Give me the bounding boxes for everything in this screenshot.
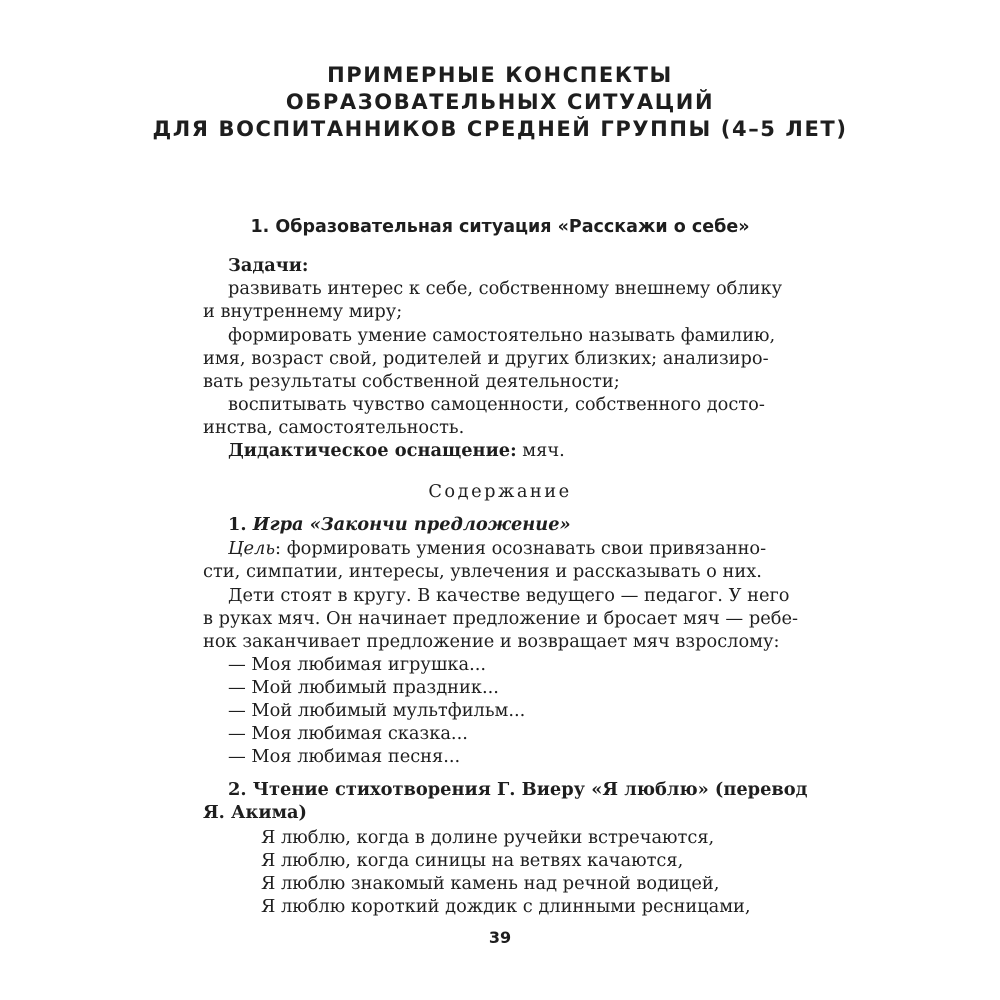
game-name: Игра «Закончи предложение» [252, 514, 571, 535]
reading-title-line: 2. Чтение стихотворения Г. Виеру «Я люблю» (перевод [228, 779, 808, 800]
game-title [228, 513, 571, 537]
chapter-title-line: ПРИМЕРНЫЕ КОНСПЕКТЫ [327, 63, 673, 87]
goal-text: : формировать умения осознавать свои привязанно- [275, 538, 767, 559]
goal-line [228, 537, 766, 561]
poem-line: Я люблю знакомый камень над речной водицей, [261, 873, 720, 894]
poem-line: Я люблю, когда синицы на ветвях качаются, [261, 850, 684, 871]
chapter-title [0, 62, 1000, 143]
task-line: формировать умение самостоятельно называть фамилию, [228, 325, 776, 346]
game-number: 1. [228, 514, 253, 535]
phrase-item: — Мой любимый мультфильм... [228, 700, 526, 721]
equipment-line [228, 439, 565, 463]
tasks-heading: Задачи: [228, 255, 309, 276]
chapter-title-line: ДЛЯ ВОСПИТАННИКОВ СРЕДНЕЙ ГРУППЫ (4–5 ЛЕТ) [152, 117, 848, 141]
task-line: имя, возраст свой, родителей и других близких; анализиро- [203, 348, 769, 369]
poem-line: Я люблю короткий дождик с длинными ресницами, [261, 896, 751, 917]
task-line: воспитывать чувство самоценности, собственного досто- [228, 394, 765, 415]
poem-line: Я люблю, когда в долине ручейки встречаются, [261, 827, 715, 848]
equipment-label: Дидактическое оснащение: [228, 440, 517, 461]
task-line: и внутреннему миру; [203, 301, 403, 322]
task-line: инства, самостоятельность. [203, 417, 465, 438]
description-line: нок заканчивает предложение и возвращает мяч взрослому: [203, 631, 780, 652]
chapter-title-line: ОБРАЗОВАТЕЛЬНЫХ СИТУАЦИЙ [285, 90, 715, 114]
description-line: Дети стоят в кругу. В качестве ведущего — педагог. У него [228, 585, 790, 606]
equipment-value: мяч. [516, 440, 565, 461]
reading-title-line: Я. Акима) [203, 802, 307, 823]
phrase-item: — Моя любимая песня... [228, 746, 461, 767]
task-line: вать результаты собственной деятельности; [203, 371, 620, 392]
phrase-item: — Мой любимый праздник... [228, 677, 499, 698]
goal-label: Цель [228, 538, 276, 559]
phrase-item: — Моя любимая сказка... [228, 723, 468, 744]
phrase-item: — Моя любимая игрушка... [228, 654, 487, 675]
description-line: в руках мяч. Он начинает предложение и бросает мяч — ребе- [203, 608, 798, 629]
goal-line: сти, симпатии, интересы, увлечения и рассказывать о них. [203, 561, 762, 582]
content-heading: Содержание [428, 481, 572, 502]
page-number: 39 [488, 928, 512, 947]
task-line: развивать интерес к себе, собственному внешнему облику [228, 278, 783, 299]
section-title: 1. Образовательная ситуация «Расскажи о себе» [250, 217, 750, 237]
